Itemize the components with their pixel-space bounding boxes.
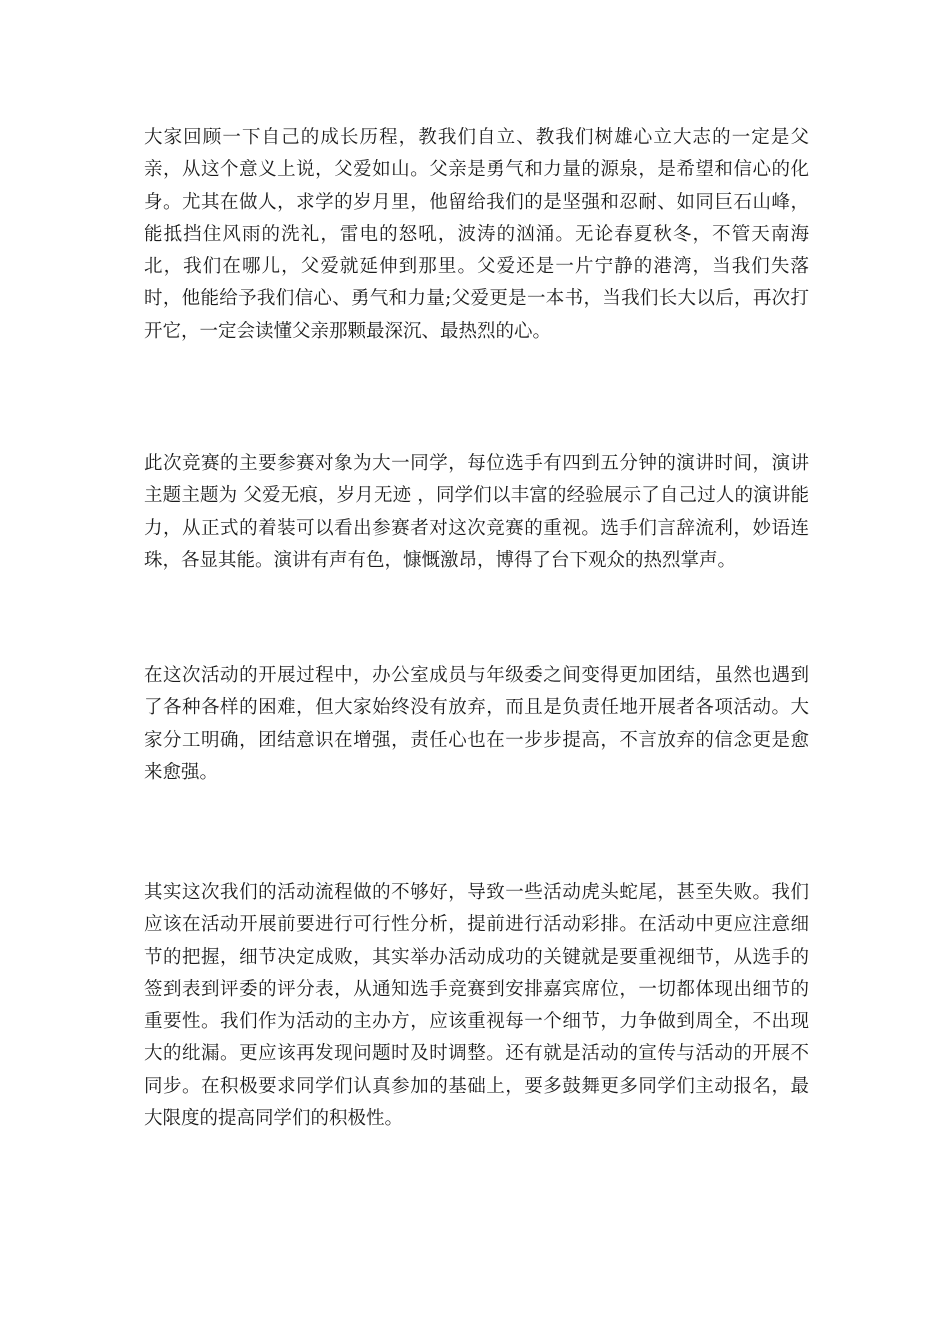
- paragraph-teamwork: 在这次活动的开展过程中，办公室成员与年级委之间变得更加团结，虽然也遇到了各种各样的困难，但大家始终没有放弃，而且是负责任地开展者各项活动。大家分工明确，团结意识在增强，责任心也在一步步提高，不言放弃的信念更是愈来愈强。: [144, 665, 809, 783]
- paragraph-competition: 此次竞赛的主要参赛对象为大一同学，每位选手有四到五分钟的演讲时间，演讲主题主题为 父爱无痕，岁月无迹 ，同学们以丰富的经验展示了自己过人的演讲能力，从正式的着装可以看出参赛者对这次竞赛的重视。选手们言辞流利，妙语连珠，各显其能。演讲有声有色，慷慨激昂，博得了台下观众的热烈掌声。: [144, 453, 809, 571]
- paragraph-father-love: 大家回顾一下自己的成长历程，教我们自立、教我们树雄心立大志的一定是父亲，从这个意义上说，父爱如山。父亲是勇气和力量的源泉，是希望和信心的化身。尤其在做人，求学的岁月里，他留给我们的是坚强和忍耐、如同巨石山峰，能抵挡住风雨的洗礼，雷电的怒吼，波涛的汹涌。无论春夏秋冬，不管天南海北，我们在哪儿，父爱就延伸到那里。父爱还是一片宁静的港湾，当我们失落时，他能给予我们信心、勇气和力量;父爱更是一本书，当我们长大以后，再次打开它，一定会读懂父亲那颗最深沉、最热烈的心。: [144, 127, 809, 342]
- paragraph-reflection: 其实这次我们的活动流程做的不够好，导致一些活动虎头蛇尾，甚至失败。我们应该在活动开展前要进行可行性分析，提前进行活动彩排。在活动中更应注意细节的把握，细节决定成败，其实举办活动成功的关键就是要重视细节，从选手的签到表到评委的评分表，从通知选手竞赛到安排嘉宾席位，一切都体现出细节的重要性。我们作为活动的主办方，应该重视每一个细节，力争做到周全，不出现大的纰漏。更应该再发现问题时及时调整。还有就是活动的宣传与活动的开展不同步。在积极要求同学们认真参加的基础上，要多鼓舞更多同学们主动报名，最大限度的提高同学们的积极性。: [144, 882, 809, 1130]
